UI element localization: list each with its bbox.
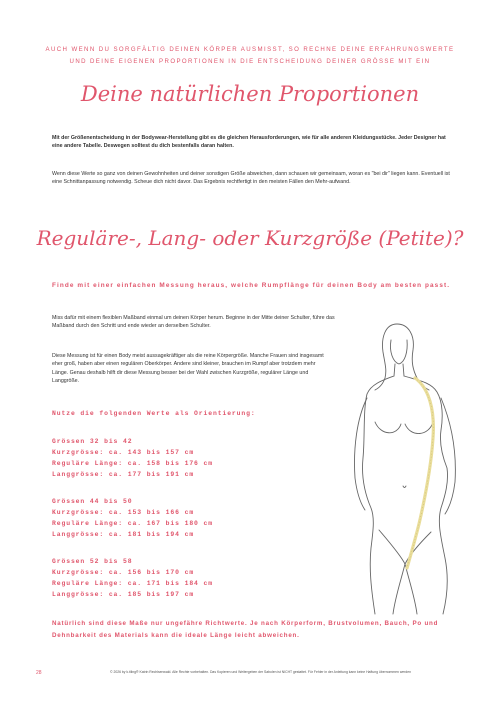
size-row-long: Langgrösse: ca. 181 bis 194 cm [52, 531, 195, 538]
size-row-regular: Reguläre Länge: ca. 167 bis 180 cm [52, 520, 213, 527]
heading-length-sizes: Reguläre-, Lang- oder Kurzgröße (Petite)? [36, 226, 464, 250]
copyright-notice: © 2026 by k.tiling® Katrin Rechlsenwald. Alle Rechte vorbehalten. Das Kopieren und Weitergeben der Sabolen ist NICHT gestattet. Für Fehler in der Anleitung kann keine Haftung übernommen werden [110, 670, 411, 674]
intro-line-2: UND DEINE EIGENEN PROPORTIONEN IN DIE ENTSCHEIDUNG DEINER GRÖSSE MIT EIN [69, 57, 431, 65]
size-group-32-42 [52, 436, 213, 480]
figure-neck [394, 364, 404, 376]
size-group-title: Grössen 52 bis 58 [52, 558, 133, 565]
figure-torso-left [362, 376, 394, 614]
size-row-long: Langgrösse: ca. 177 bis 191 cm [52, 471, 195, 478]
figure-hips [379, 530, 431, 564]
figure-legs [393, 564, 417, 614]
body-measurement-illustration [345, 318, 475, 618]
size-group-52-58 [52, 556, 213, 600]
size-row-short: Kurzgrösse: ca. 153 bis 166 cm [52, 509, 195, 516]
intro-note [30, 44, 470, 67]
page-number: 28 [36, 670, 42, 676]
figure-bust [375, 422, 433, 434]
size-row-short: Kurzgrösse: ca. 143 bis 157 cm [52, 449, 195, 456]
lead-measurement: Finde mit einer einfachen Messung heraus, welche Rumpflänge für deinen Body am besten passt. [52, 282, 451, 289]
figure-arm-left [355, 398, 368, 510]
size-row-regular: Reguläre Länge: ca. 171 bis 184 cm [52, 580, 213, 587]
intro-line-1: AUCH WENN DU SORGFÄLTIG DEINEN KÖRPER AUSMISST, SO RECHNE DEINE ERFAHRUNGSWERTE [45, 46, 455, 53]
orientation-label: Nutze die folgenden Werte als Orientierung: [52, 410, 256, 417]
figure-face [390, 340, 407, 364]
measuring-tape [407, 378, 433, 568]
paragraph-why-measure: Diese Messung ist für einen Body meist aussagekräftiger als die reine Körpergröße. Manche Frauen sind insgesamt eher groß, haben aber einen regulären Oberkörper. Andere sind kleiner, brauchen im Rumpf aber trotzdem mehr Länge. Genau deshalb hilft dir diese Messung besser bei der Wahl zwischen Kurzgröße, regulärer Länge und Langgröße. [52, 353, 324, 385]
closing-note: Natürlich sind diese Maße nur ungefähre Richtwerte. Je nach Körperform, Brustvolumen, Bauch, Po und Dehnbarkeit des Materials kann die ideale Länge leicht abweichen. [52, 620, 439, 639]
size-row-short: Kurzgrösse: ca. 156 bis 170 cm [52, 569, 195, 576]
size-group-44-50 [52, 496, 213, 540]
paragraph-size-decision: Mit der Größenentscheidung in der Bodywear-Herstellung gibt es die gleichen Herausforderungen, wie für alle anderen Kleidungsstücke. Jeder Designer hat eine andere Tabelle. Deswegen solltest du dich bestenfalls daran halten. [52, 135, 446, 150]
paragraph-how-to-measure: Miss dafür mit einem flexiblen Maßband einmal um deinen Körper herum. Beginne in der Mitte deiner Schulter, führe das Maßband durch den Schritt und ende wieder an derselben Schulter. [52, 315, 335, 330]
size-group-title: Grössen 32 bis 42 [52, 438, 133, 445]
paragraph-deviations: Wenn diese Werte so ganz von deinen Gewohnheiten und deiner sonstigen Größe abweichen, dann schauen wir gemeinsam, woran es "bei dir" liegen kann. Eventuell ist eine Schnittanpassung notwendig. Scheue dich nicht davor. Das Ergebnis rechtfertigt in den meisten Fällen den Mehr-aufwand. [52, 171, 450, 186]
size-row-regular: Reguläre Länge: ca. 158 bis 176 cm [52, 460, 213, 467]
size-row-long: Langgrösse: ca. 185 bis 197 cm [52, 591, 195, 598]
figure-navel [403, 486, 406, 488]
size-group-title: Grössen 44 bis 50 [52, 498, 133, 505]
heading-proportions: Deine natürlichen Proportionen [80, 82, 420, 106]
